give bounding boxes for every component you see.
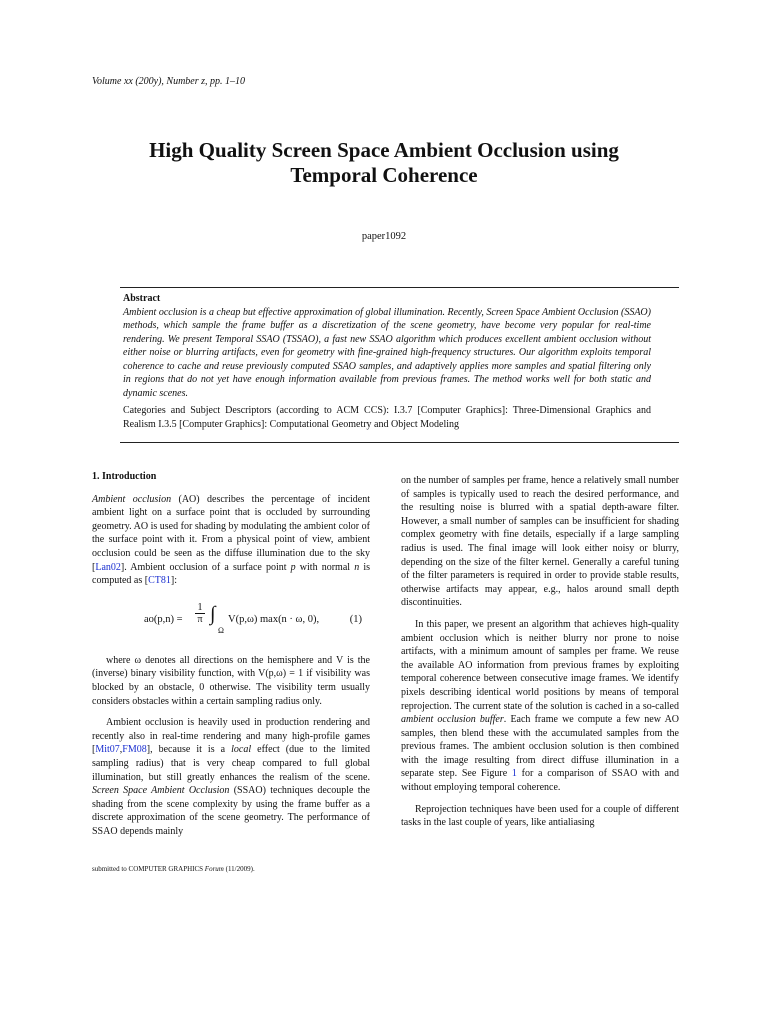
citation-fm08[interactable]: FM08 (122, 744, 147, 756)
intro-paragraph-3: Ambient occlusion is heavily used in production rendering and recently also in real-time rendering and many high-profile games [Mit07,FM08], because it is a local effect (due to the limited sampling radius) that is very cheap compared to full global illumination, but still greatly enhances the realism of the scene. Screen Space Ambient Occlusion (SSAO) techniques decouple the shading from the scene complexity by using the frame buffer as a discrete approximation of the scene geometry. The performance of SSAO depends mainly (92, 717, 370, 837)
journal-header: Volume xx (200y), Number z, pp. 1–10 (92, 76, 246, 87)
term-ambient-occlusion: Ambient occlusion (92, 493, 172, 505)
abstract-top-rule (120, 287, 679, 288)
equation-1 (92, 602, 370, 640)
abstract-heading: Abstract (123, 293, 161, 304)
title-line-2: Temporal Coherence (290, 163, 478, 187)
equation-rhs: V(p,ω) max(n · ω, 0), (228, 613, 320, 625)
right-column (401, 474, 679, 838)
paper-title (60, 138, 708, 188)
acm-categories: Categories and Subject Descriptors (according to ACM CCS): I.3.7 [Computer Graphics]: Three-Dimensional Graphics and Realism I.3.5 [Computer Graphics]: Computational Geometry and Object Modeling (123, 405, 651, 430)
left-column (92, 470, 370, 846)
right-paragraph-3: Reprojection techniques have been used for a couple of different tasks in the last couple of years, like antialiasing (401, 803, 679, 829)
equation-lhs: ao(p,n) = (144, 613, 183, 625)
submission-footer: submitted to COMPUTER GRAPHICS Forum (11/2009). (92, 865, 255, 873)
right-paragraph-2: In this paper, we present an algorithm that achieves high-quality ambient occlusion which is neither blurry nor prone to noise artifacts, with a minimum amount of samples per frame. We reuse the available AO information from previous frames by exploiting temporal coherence between consecutive image frames. We identify pixels describing identical world positions by means of temporal reprojection. The current state of the solution is cached in a so-called ambient occlusion buffer. Each frame we compute a few new AO samples, then blend these with the accumulated samples from the previous frames. The ambient occlusion solution is then combined with the image resulting from direct diffuse illumination in a separate step. See Figure 1 for a comparison of SSAO with and without employing temporal coherence. (401, 618, 680, 794)
intro-paragraph-2: where ω denotes all directions on the hemisphere and V is the (inverse) binary visibility function, with V(p,ω) = 1 if visibility was blocked by an obstacle, 0 otherwise. The visibility term usually considers obstacles within a certain sampling radius only. (92, 654, 370, 707)
term-ambient-occlusion-buffer: ambient occlusion buffer (401, 714, 504, 726)
right-paragraph-1: on the number of samples per frame, hence a relatively small number of samples is typically used to reach the desired performance, and the resulting noise is blurred with a spatial depth-aware filter. However, a small number of samples can be insufficient for shading complex geometry with fine details, especially if a large sampling radius is used. The final image will look either noisy or blurry, depending on the size of the filter kernel. Generally a careful tuning of the filter parameters is required in order to provide stable results, otherwise artifacts may appear, e.g., halos around small depth discontinuities. (401, 475, 679, 609)
section-heading-introduction: 1. Introduction (92, 471, 157, 482)
abstract-block (123, 292, 651, 431)
integral-symbol: ∫ (210, 602, 216, 625)
citation-mit07[interactable]: Mit07 (95, 744, 120, 756)
equation-number: (1) (349, 613, 362, 625)
equation-fraction: $\frac{1}{\pi}$ (195, 602, 205, 625)
figure-reference-1[interactable]: 1 (511, 768, 517, 780)
citation-lan02[interactable]: Lan02 (95, 561, 121, 573)
integral-domain: Ω (218, 625, 224, 635)
intro-paragraph-1: Ambient occlusion (AO) describes the percentage of incident ambient light on a surface point that is occluded by surrounding geometry. AO is used for shading by modulating the ambient color of the surface point with it. From a physical point of view, ambient occlusion could be seen as the diffuse illumination due to the sky [Lan02]. Ambient occlusion of a surface point p with normal n is computed as [CT81]: (92, 493, 370, 587)
citation-ct81[interactable]: CT81 (148, 575, 171, 587)
abstract-bottom-rule (120, 442, 679, 443)
title-line-1: High Quality Screen Space Ambient Occlusion using (149, 138, 619, 162)
paper-author: paper1092 (361, 231, 407, 242)
abstract-text: Ambient occlusion is a cheap but effective approximation of global illumination. Recently, Screen Space Ambient Occlusion (SSAO) methods, which sample the frame buffer as a discretization of the scene geometry, have become very popular for real-time rendering. We present Temporal SSAO (TSSAO), a fast new SSAO algorithm which produces excellent ambient occlusion without either noise or blurring artifacts, even for geometry with fine-grained high-frequency structures. Our algorithm exploits temporal coherence to cache and reuse previously computed SSAO samples, and adaptively applies more samples and spatial filtering only in regions that do not yet have enough information available from previous frames. The method works well for both static and dynamic scenes. (123, 306, 651, 399)
